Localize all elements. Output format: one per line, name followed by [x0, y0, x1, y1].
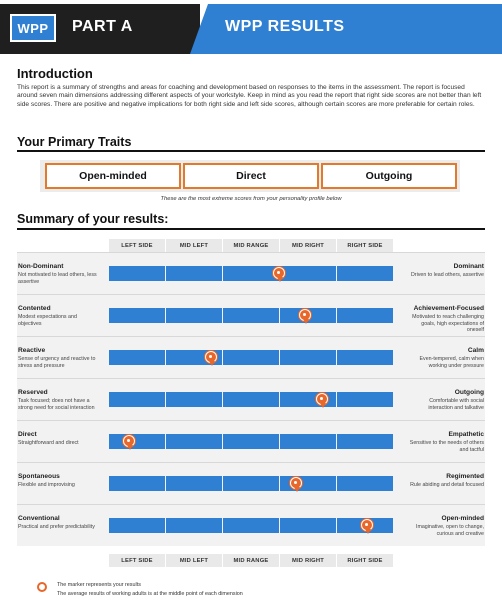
- introduction-body: This report is a summary of strengths and areas for coaching and development based on responses to the items in the assessment. The report is focused around seven main dimensions addressing different aspects of your workstyle. Keep in mind as you read the report that right side scores are not better than left side scores. There are positive and negative implications for both right side and left side scores, although certain scores are more preferable for certain roles.: [17, 84, 482, 108]
- column-header-bottom-1: LEFT SIDE: [109, 554, 165, 567]
- scale-segment: [280, 350, 336, 365]
- result-marker-icon: [299, 309, 311, 321]
- scale-segment: [223, 266, 279, 281]
- dimension-right-title: Calm: [467, 347, 484, 354]
- result-marker-icon: [316, 393, 328, 405]
- scale-segment: [337, 434, 393, 449]
- legend-average-text: The average results of working adults is at the middle point of each dimension: [57, 591, 243, 597]
- trait-box-3: Outgoing: [321, 163, 457, 189]
- scale-segment: [337, 476, 393, 491]
- column-header-top-2: MID LEFT: [166, 239, 222, 252]
- dimension-left-title: Conventional: [18, 515, 60, 522]
- row-separator: [17, 294, 485, 295]
- scale-segment: [166, 392, 222, 407]
- legend-marker-text: The marker represents your results: [57, 582, 141, 588]
- scale-segment: [166, 266, 222, 281]
- dimension-left-desc: Task focused; does not have a strong need for social interaction: [18, 398, 95, 411]
- dimension-right-desc: Driven to lead others, assertive: [410, 272, 484, 278]
- scale-segment: [109, 518, 165, 533]
- column-header-bottom-3: MID RANGE: [223, 554, 279, 567]
- dimension-left-title: Reserved: [18, 389, 48, 396]
- dimension-right-desc: Motivated to reach challenging goals, high expectations of oneself: [412, 314, 484, 334]
- dimension-right-desc: Even-tempered, calm when working under pressure: [419, 356, 484, 369]
- dimension-right-title: Regimented: [446, 473, 484, 480]
- column-header-bottom-2: MID LEFT: [166, 554, 222, 567]
- dimension-left-title: Direct: [18, 431, 37, 438]
- dimension-right-desc: Imaginative, open to change, curious and creative: [415, 524, 484, 537]
- scale-segment: [337, 392, 393, 407]
- scale-segment: [109, 350, 165, 365]
- summary-rule: [17, 228, 485, 230]
- column-header-bottom-4: MID RIGHT: [280, 554, 336, 567]
- dimension-left-title: Spontaneous: [18, 473, 60, 480]
- scale-segment: [109, 392, 165, 407]
- dimension-right-title: Open-minded: [441, 515, 484, 522]
- row-separator: [17, 504, 485, 505]
- introduction-heading: Introduction: [17, 66, 93, 81]
- row-separator: [17, 378, 485, 379]
- scale-segment: [223, 434, 279, 449]
- dimension-left-desc: Practical and prefer predictability: [18, 524, 95, 530]
- result-marker-icon: [123, 435, 135, 447]
- part-label: PART A: [72, 18, 133, 35]
- row-separator: [17, 420, 485, 421]
- scale-segment: [109, 476, 165, 491]
- scale-segment: [166, 518, 222, 533]
- scale-segment: [166, 434, 222, 449]
- scale-segment: [280, 266, 336, 281]
- trait-box-1: Open-minded: [45, 163, 181, 189]
- scale-segment: [223, 350, 279, 365]
- scale-segment: [337, 308, 393, 323]
- dimension-left-desc: Flexible and improvising: [18, 482, 75, 488]
- scale-segment: [223, 476, 279, 491]
- column-header-top-4: MID RIGHT: [280, 239, 336, 252]
- scale-segment: [337, 266, 393, 281]
- scale-segment: [280, 476, 336, 491]
- scale-segment: [280, 518, 336, 533]
- dimension-right-desc: Rule abiding and detail focused: [410, 482, 484, 488]
- report-header: [0, 0, 502, 56]
- row-separator: [17, 252, 485, 253]
- column-header-top-5: RIGHT SIDE: [337, 239, 393, 252]
- dimension-left-desc: Straightforward and direct: [18, 440, 79, 446]
- dimension-right-desc: Sensitive to the needs of others and tactful: [409, 440, 484, 453]
- scale-segment: [223, 518, 279, 533]
- marker-legend-icon: [37, 582, 47, 592]
- column-header-top-1: LEFT SIDE: [109, 239, 165, 252]
- scale-segment: [109, 308, 165, 323]
- dimension-left-title: Non-Dominant: [18, 263, 64, 270]
- dimension-right-title: Achievement-Focused: [413, 305, 484, 312]
- dimension-right-desc: Comfortable with social interaction and talkative: [428, 398, 484, 411]
- dimension-left-title: Reactive: [18, 347, 46, 354]
- primary-traits-heading: Your Primary Traits: [17, 135, 132, 149]
- dimension-right-title: Outgoing: [454, 389, 484, 396]
- summary-heading: Summary of your results:: [17, 212, 169, 226]
- scale-segment: [223, 392, 279, 407]
- scale-segment: [337, 350, 393, 365]
- scale-segment: [280, 434, 336, 449]
- dimension-left-desc: Not motivated to lead others, less assertive: [18, 272, 97, 285]
- column-header-bottom-5: RIGHT SIDE: [337, 554, 393, 567]
- trait-box-2: Direct: [183, 163, 319, 189]
- scale-segment: [109, 266, 165, 281]
- scale-segment: [166, 476, 222, 491]
- row-separator: [17, 462, 485, 463]
- wpp-logo: WPP: [10, 14, 56, 42]
- scale-segment: [223, 308, 279, 323]
- row-separator: [17, 336, 485, 337]
- dimension-left-desc: Modest expectations and objectives: [18, 314, 77, 327]
- dimension-right-title: Dominant: [453, 263, 484, 270]
- dimension-left-title: Contented: [18, 305, 51, 312]
- column-header-top-3: MID RANGE: [223, 239, 279, 252]
- scale-segment: [109, 434, 165, 449]
- primary-traits-rule: [17, 150, 485, 152]
- dimension-left-desc: Sense of urgency and reactive to stress and pressure: [18, 356, 96, 369]
- traits-note: These are the most extreme scores from your personality profile below: [160, 196, 342, 202]
- dimension-right-title: Empathetic: [448, 431, 484, 438]
- scale-segment: [166, 308, 222, 323]
- section-title: WPP RESULTS: [225, 18, 345, 35]
